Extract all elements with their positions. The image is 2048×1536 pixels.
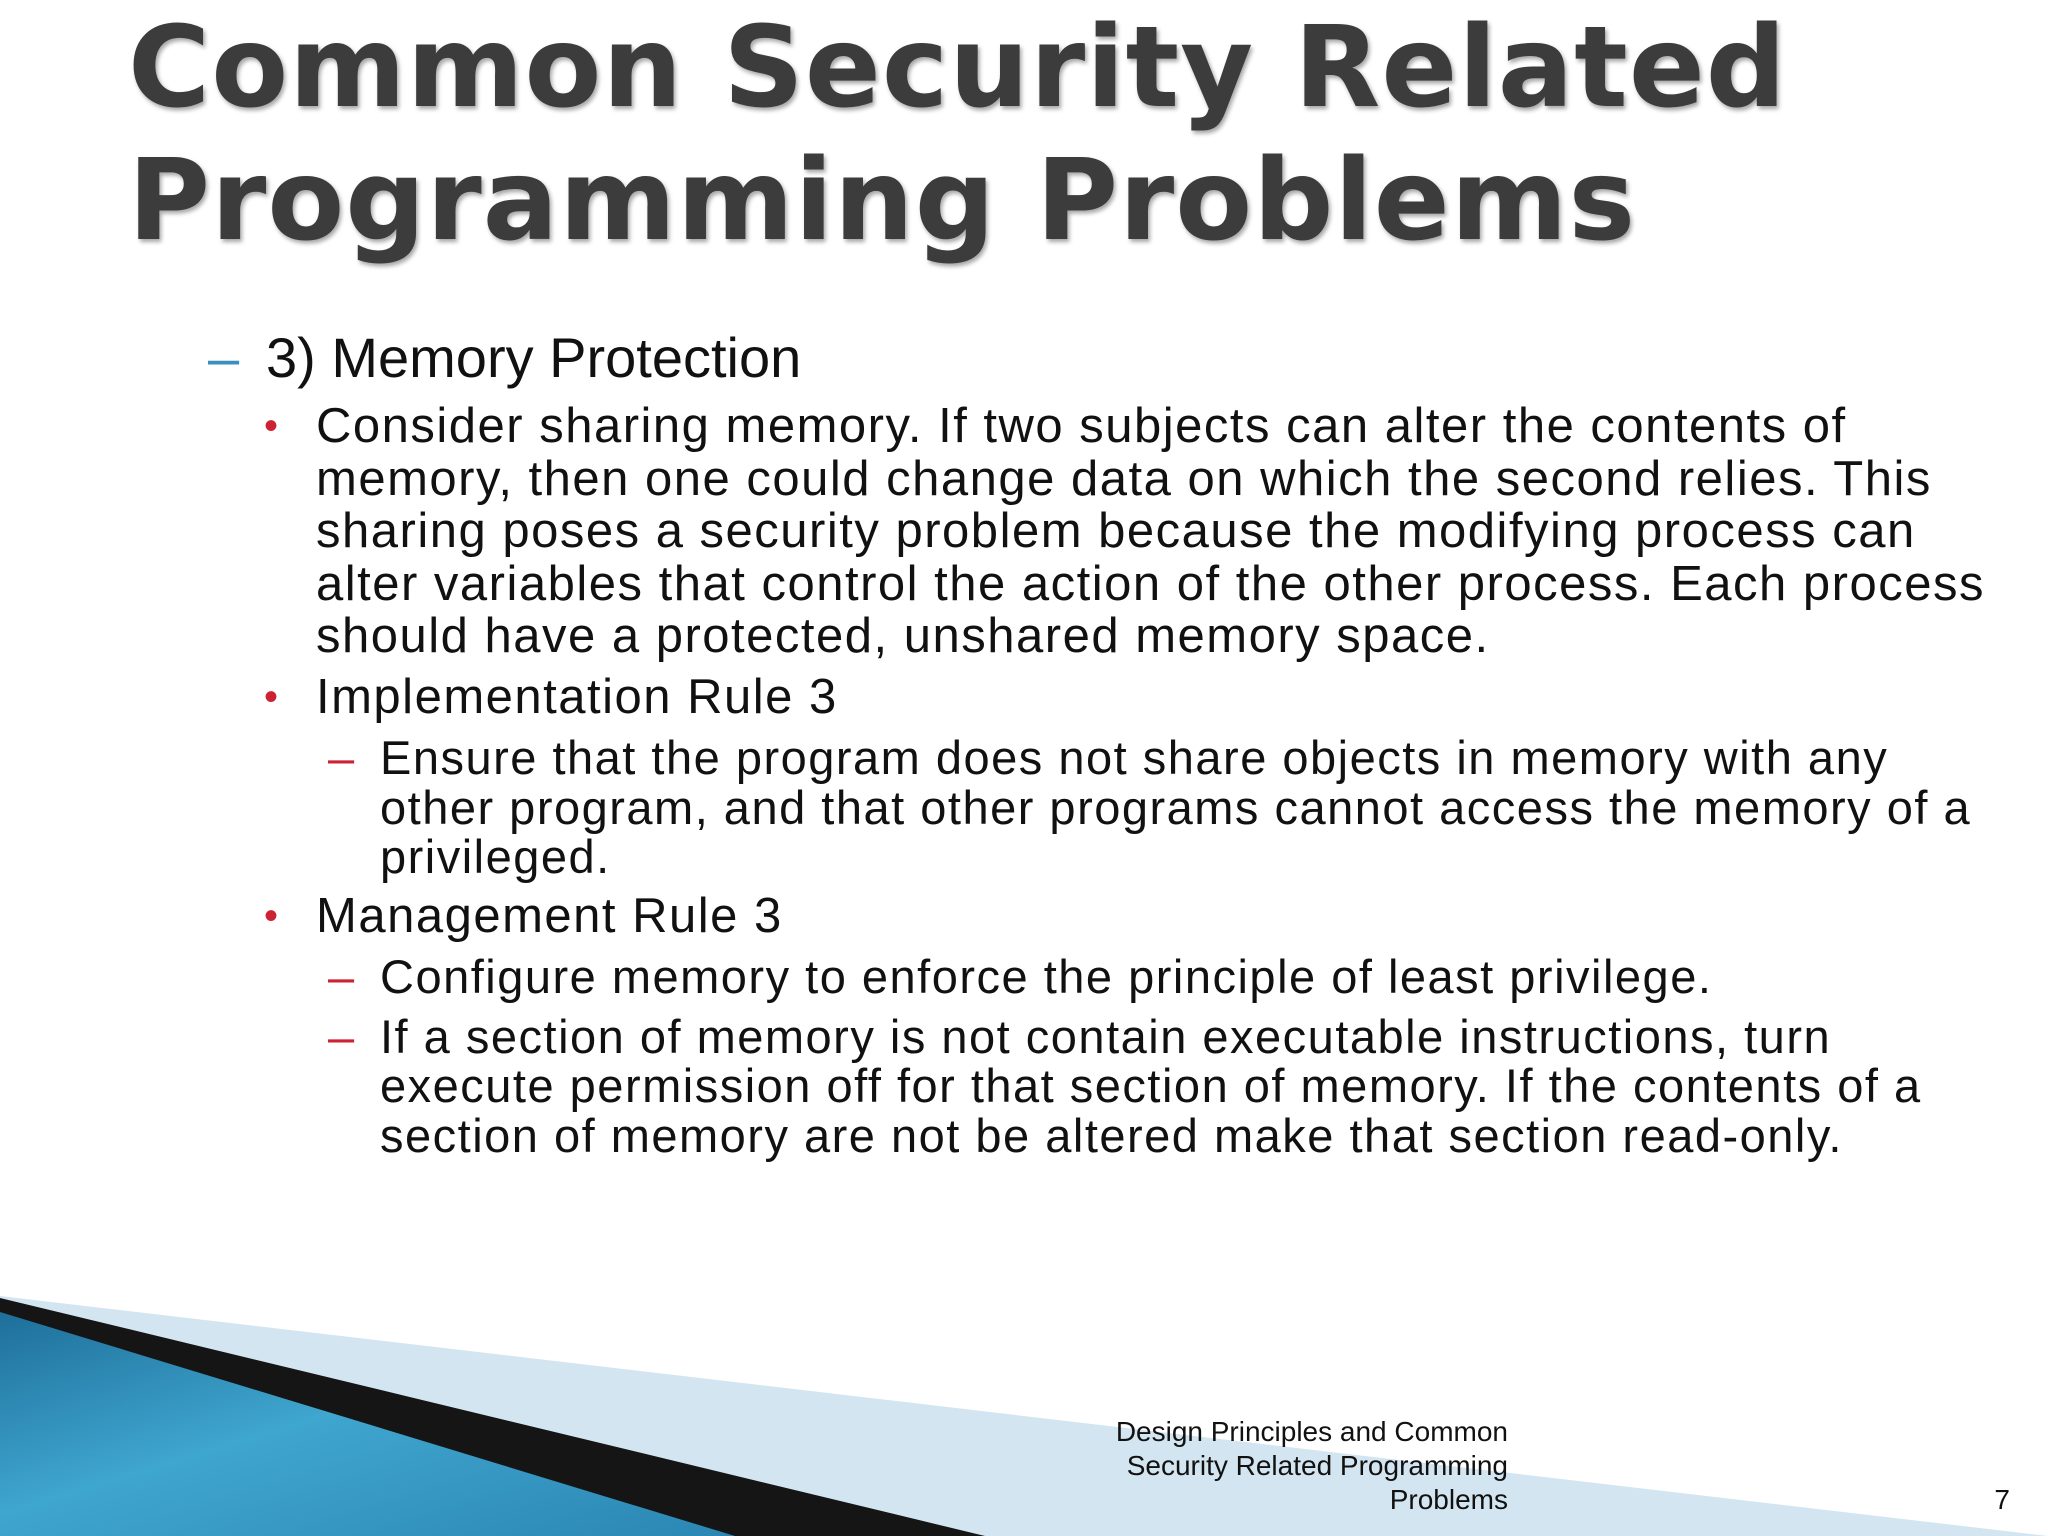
footer-line-1: Design Principles and Common (1115, 1416, 1508, 1447)
subbullet-least-privilege (328, 950, 1988, 1003)
bullet-marker: • (264, 674, 280, 719)
subbullet-text: Ensure that the program does not share objects in memory with any other program, and that other programs cannot access the memory of a privileged. (380, 731, 1972, 883)
footer-line-3: Problems (1389, 1484, 1508, 1515)
title-line-2: Programming Problems (128, 136, 1637, 266)
footer-line-2: Security Related Programming (1126, 1450, 1508, 1481)
dash-marker: – (328, 731, 356, 784)
dash-marker: – (328, 950, 356, 1003)
subbullet-text: If a section of memory is not contain executable instructions, turn execute permission off for that section of memory. If the contents of a section of memory are not be altered make that section read-only. (380, 1009, 1922, 1162)
bullet-marker: • (264, 404, 280, 448)
dash-marker: – (208, 326, 240, 389)
subbullet-execute-permission (328, 1009, 1988, 1162)
slide-content (208, 324, 1988, 1160)
subbullet-no-shared-objects (328, 731, 1988, 883)
bullet-implementation-rule (264, 669, 1988, 724)
section-heading-text: 3) Memory Protection (266, 326, 802, 389)
bullet-marker: • (264, 893, 280, 938)
slide-title (128, 2, 1828, 268)
bullet-memory-sharing (264, 399, 1988, 663)
bullet-text: Management Rule 3 (316, 888, 783, 943)
section-heading (208, 324, 1988, 392)
subbullet-text: Configure memory to enforce the principle of least privilege. (380, 950, 1713, 1003)
bullet-text: Consider sharing memory. If two subjects can alter the contents of memory, then one could change data on which the second relies. This sharing poses a security problem because the modifying process can alter variables that control the action of the other process. Each process should have a protected, unshared memory space. (316, 399, 1985, 663)
title-line-1: Common Security Related (128, 3, 1787, 133)
bullet-management-rule (264, 888, 1988, 943)
dash-marker: – (328, 1009, 356, 1063)
bullet-text: Implementation Rule 3 (316, 669, 838, 724)
page-number: 7 (1994, 1484, 2010, 1515)
footer-text (1000, 1415, 1508, 1517)
